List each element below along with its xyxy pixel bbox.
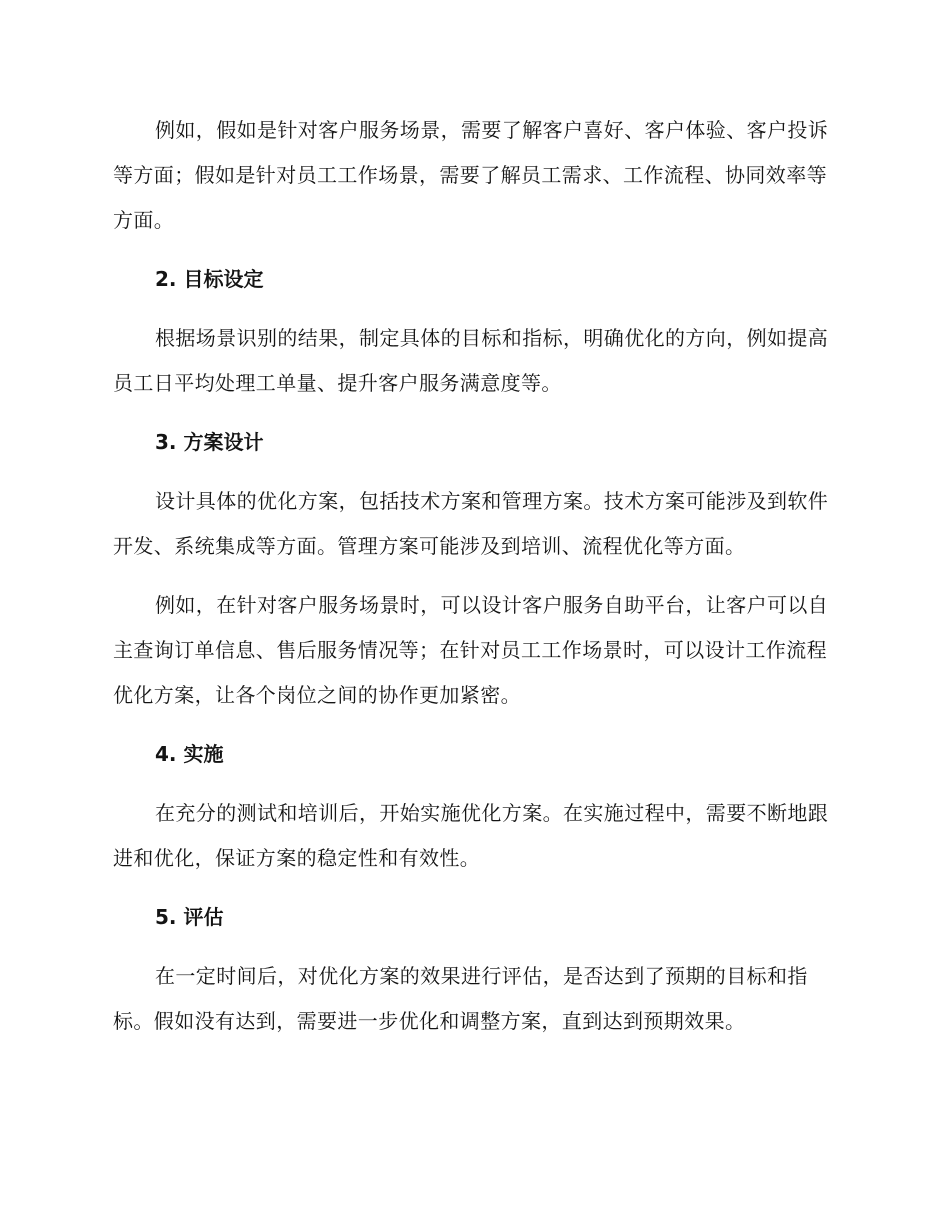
paragraph-scenario-examples: 例如，假如是针对客户服务场景，需要了解客户喜好、客户体验、客户投诉等方面；假如是针对员工工作场景，需要了解员工需求、工作流程、协同效率等方面。	[113, 118, 829, 232]
heading-solution-design: 3. 方案设计	[155, 430, 264, 454]
paragraph-implementation: 在充分的测试和培训后，开始实施优化方案。在实施过程中，需要不断地跟进和优化，保证方案的稳定性和有效性。	[113, 801, 829, 870]
document-body	[113, 108, 833, 1044]
heading-evaluation: 5. 评估	[155, 905, 224, 929]
paragraph-solution-design: 设计具体的优化方案，包括技术方案和管理方案。技术方案可能涉及到软件开发、系统集成等方面。管理方案可能涉及到培训、流程优化等方面。	[113, 489, 829, 558]
paragraph-goal-setting: 根据场景识别的结果，制定具体的目标和指标，明确优化的方向，例如提高员工日平均处理工单量、提升客户服务满意度等。	[113, 326, 829, 395]
paragraph-evaluation: 在一定时间后，对优化方案的效果进行评估，是否达到了预期的目标和指标。假如没有达到，需要进一步优化和调整方案，直到达到预期效果。	[113, 964, 808, 1033]
heading-implementation: 4. 实施	[155, 742, 224, 766]
heading-goal-setting: 2. 目标设定	[155, 267, 264, 291]
paragraph-solution-examples: 例如，在针对客户服务场景时，可以设计客户服务自助平台，让客户可以自主查询订单信息、售后服务情况等；在针对员工工作场景时，可以设计工作流程优化方案，让各个岗位之间的协作更加紧密。	[113, 593, 829, 707]
